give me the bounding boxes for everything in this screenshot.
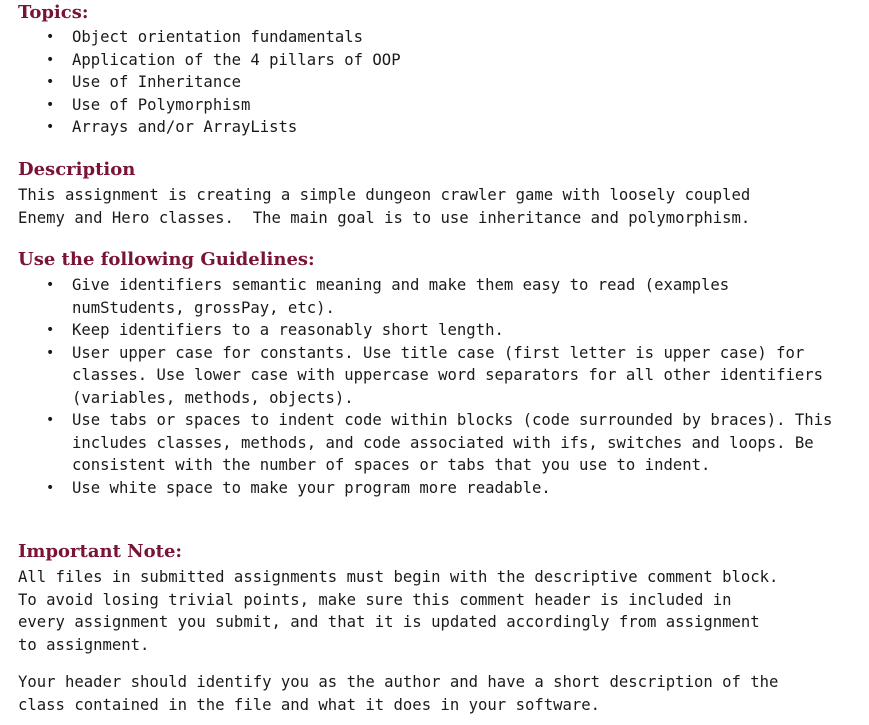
topics-list bbox=[18, 26, 869, 139]
description-text: This assignment is creating a simple dungeon crawler game with loosely coupled Enemy and Hero classes. The main goal is to use inheritance and polymorphism. bbox=[18, 186, 751, 227]
list-item: • Give identifiers semantic meaning and make them easy to read (examples numStudents, grossPay, etc). bbox=[72, 274, 837, 319]
list-item: • Arrays and/or ArrayLists bbox=[72, 116, 869, 139]
guidelines-list bbox=[18, 274, 837, 499]
list-item: • Use white space to make your program more readable. bbox=[72, 477, 837, 500]
guidelines-heading: Use the following Guidelines: bbox=[18, 249, 315, 270]
list-item: • Object orientation fundamentals bbox=[72, 26, 869, 49]
description-heading: Description bbox=[18, 159, 136, 180]
list-item: • User upper case for constants. Use title case (first letter is upper case) for classes. Use lower case with uppercase word separators for all other identifiers (variables, methods, objects). bbox=[72, 342, 837, 410]
header-requirement-paragraph: Your header should identify you as the author and have a short description of the class contained in the file and what it does in your software. bbox=[18, 673, 779, 714]
list-item: • Use of Inheritance bbox=[72, 71, 869, 94]
list-item: • Keep identifiers to a reasonably short length. bbox=[72, 319, 837, 342]
topics-heading: Topics: bbox=[18, 2, 89, 23]
list-item: • Use of Polymorphism bbox=[72, 94, 869, 117]
list-item: • Use tabs or spaces to indent code within blocks (code surrounded by braces). This includes classes, methods, and code associated with ifs, switches and loops. Be consistent with the number of spaces or tabs that you use to indent. bbox=[72, 409, 837, 477]
list-item: • Application of the 4 pillars of OOP bbox=[72, 49, 869, 72]
important-note-heading: Important Note: bbox=[18, 541, 183, 562]
important-note-paragraph: All files in submitted assignments must begin with the descriptive comment block. To avoid losing trivial points, make sure this comment header is included in every assignment you submit, and that it is updated accordingly from assignment to assignment. bbox=[18, 568, 779, 654]
